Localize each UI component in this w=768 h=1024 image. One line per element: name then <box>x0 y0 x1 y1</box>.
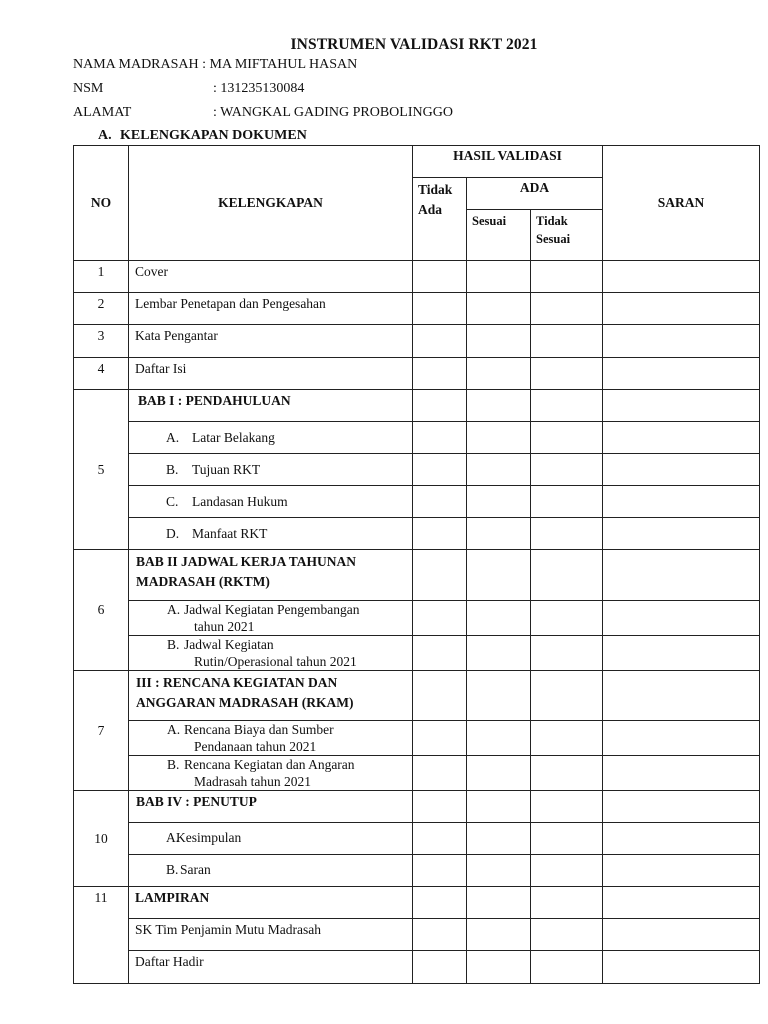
subitem-letter: A. <box>166 430 180 445</box>
cell-tidak-sesuai[interactable] <box>531 293 603 325</box>
chapter-heading-line2: ANGGARAN MADRASAH (RKAM) <box>136 695 354 710</box>
row-number: 3 <box>74 325 129 358</box>
subitem-text-line1: Jadwal Kegiatan Pengembangan <box>184 602 360 617</box>
subitem-text-line1: Rencana Kegiatan dan Angaran <box>184 757 355 772</box>
cell-tidak-ada[interactable] <box>413 486 467 518</box>
cell-tidak-sesuai[interactable] <box>531 636 603 671</box>
cell-sesuai[interactable] <box>467 601 531 636</box>
row-number: 10 <box>74 791 129 887</box>
row-number: 2 <box>74 293 129 325</box>
cell-saran[interactable] <box>603 486 760 518</box>
header-row <box>74 146 760 178</box>
cell-tidak-ada[interactable] <box>413 721 467 756</box>
cell-sesuai[interactable] <box>467 390 531 422</box>
cell-tidak-ada[interactable] <box>413 887 467 919</box>
row-number: 4 <box>74 358 129 390</box>
table-row <box>74 791 760 823</box>
cell-tidak-ada[interactable] <box>413 601 467 636</box>
cell-tidak-ada[interactable] <box>413 293 467 325</box>
cell-tidak-ada[interactable] <box>413 422 467 454</box>
cell-sesuai[interactable] <box>467 261 531 293</box>
table-row <box>74 550 760 601</box>
cell-saran[interactable] <box>603 422 760 454</box>
cell-sesuai[interactable] <box>467 358 531 390</box>
cell-saran[interactable] <box>603 325 760 358</box>
cell-sesuai[interactable] <box>467 791 531 823</box>
cell-sesuai[interactable] <box>467 636 531 671</box>
cell-tidak-sesuai[interactable] <box>531 390 603 422</box>
cell-saran[interactable] <box>603 887 760 919</box>
info-alamat <box>73 105 453 121</box>
table-row <box>74 261 760 293</box>
info-label: NSM <box>73 81 104 96</box>
info-value: 131235130084 <box>220 81 305 96</box>
table-row <box>74 636 760 671</box>
cell-saran[interactable] <box>603 518 760 550</box>
cell-sesuai[interactable] <box>467 887 531 919</box>
chapter-heading: BAB IV : PENUTUP <box>129 791 413 823</box>
subitem-text <box>180 756 380 790</box>
subitem-text: Manfaat RKT <box>192 526 268 541</box>
cell-tidak-ada[interactable] <box>413 756 467 791</box>
cell-tidak-ada[interactable] <box>413 951 467 984</box>
table-row <box>74 919 760 951</box>
cell-saran[interactable] <box>603 636 760 671</box>
cell-sesuai[interactable] <box>467 671 531 721</box>
cell-saran[interactable] <box>603 390 760 422</box>
subitem-letter: C. <box>166 494 179 509</box>
row-number: 6 <box>74 550 129 671</box>
table-row <box>74 756 760 791</box>
row-number: 5 <box>74 390 129 550</box>
header-kelengkapan: KELENGKAPAN <box>129 146 413 261</box>
subitem-letter: B. <box>166 462 179 477</box>
table-row <box>74 671 760 721</box>
cell-saran[interactable] <box>603 454 760 486</box>
table-row <box>74 855 760 887</box>
document-title: INSTRUMEN VALIDASI RKT 2021 <box>290 36 538 53</box>
info-nama-madrasah <box>73 57 357 73</box>
table-row <box>74 422 760 454</box>
cell-tidak-ada[interactable] <box>413 358 467 390</box>
info-value-wrap <box>213 105 453 121</box>
cell-saran[interactable] <box>603 919 760 951</box>
cell-saran[interactable] <box>603 671 760 721</box>
cell-tidak-sesuai[interactable] <box>531 518 603 550</box>
cell-tidak-sesuai[interactable] <box>531 887 603 919</box>
subitem-letter: B. <box>167 757 180 772</box>
row-subitem <box>129 636 413 671</box>
subitem-text: Tujuan RKT <box>192 462 261 477</box>
cell-sesuai[interactable] <box>467 518 531 550</box>
validation-table <box>73 145 760 984</box>
chapter-heading: LAMPIRAN <box>129 887 413 919</box>
table-row <box>74 951 760 984</box>
info-nsm <box>73 81 305 97</box>
cell-tidak-ada[interactable] <box>413 791 467 823</box>
cell-sesuai[interactable] <box>467 756 531 791</box>
cell-tidak-sesuai[interactable] <box>531 791 603 823</box>
info-separator: : <box>213 105 221 120</box>
cell-saran[interactable] <box>603 550 760 601</box>
info-separator: : <box>213 81 221 96</box>
row-number: 11 <box>74 887 129 984</box>
info-value: WANGKAL GADING PROBOLINGGO <box>220 105 453 120</box>
header-ada: ADA <box>467 178 603 210</box>
cell-saran[interactable] <box>603 358 760 390</box>
chapter-heading <box>129 671 413 721</box>
header-sesuai: Sesuai <box>467 210 531 261</box>
table-row <box>74 518 760 550</box>
cell-tidak-ada[interactable] <box>413 325 467 358</box>
cell-saran[interactable] <box>603 756 760 791</box>
header-tidak-ada <box>413 178 467 261</box>
row-number: 1 <box>74 261 129 293</box>
subitem-text: Latar Belakang <box>192 430 275 445</box>
row-item: Lembar Penetapan dan Pengesahan <box>129 293 413 325</box>
cell-tidak-ada[interactable] <box>413 919 467 951</box>
cell-tidak-sesuai[interactable] <box>531 855 603 887</box>
cell-tidak-sesuai[interactable] <box>531 671 603 721</box>
subitem-text <box>180 721 380 755</box>
cell-tidak-ada[interactable] <box>413 671 467 721</box>
cell-tidak-sesuai[interactable] <box>531 261 603 293</box>
info-value-wrap <box>213 81 304 97</box>
chapter-heading: BAB I : PENDAHULUAN <box>129 390 413 422</box>
cell-sesuai[interactable] <box>467 919 531 951</box>
cell-tidak-ada[interactable] <box>413 454 467 486</box>
header-hasil-validasi: HASIL VALIDASI <box>413 146 603 178</box>
cell-sesuai[interactable] <box>467 422 531 454</box>
table-row <box>74 486 760 518</box>
cell-tidak-sesuai[interactable] <box>531 358 603 390</box>
header-no: NO <box>74 146 129 261</box>
subitem-letter: D. <box>166 526 180 541</box>
table-row <box>74 601 760 636</box>
subitem-text: Kesimpulan <box>176 830 242 845</box>
subitem-text: Saran <box>180 862 211 877</box>
row-item: Daftar Hadir <box>129 951 413 984</box>
chapter-heading <box>129 550 413 601</box>
cell-tidak-sesuai[interactable] <box>531 486 603 518</box>
chapter-heading-line1: BAB II JADWAL KERJA TAHUNAN <box>136 554 357 569</box>
row-subitem <box>129 823 413 855</box>
subitem-text <box>180 601 380 635</box>
cell-saran[interactable] <box>603 261 760 293</box>
cell-sesuai[interactable] <box>467 454 531 486</box>
table-row <box>74 358 760 390</box>
subitem-text: Landasan Hukum <box>192 494 288 509</box>
subitem-letter: A. <box>166 830 180 845</box>
cell-tidak-ada[interactable] <box>413 261 467 293</box>
cell-tidak-sesuai[interactable] <box>531 454 603 486</box>
cell-tidak-sesuai[interactable] <box>531 756 603 791</box>
row-subitem <box>129 486 413 518</box>
cell-tidak-sesuai[interactable] <box>531 422 603 454</box>
subitem-text <box>180 636 380 670</box>
section-heading <box>98 128 307 144</box>
row-subitem <box>129 422 413 454</box>
cell-sesuai[interactable] <box>467 855 531 887</box>
row-number: 7 <box>74 671 129 791</box>
cell-saran[interactable] <box>603 721 760 756</box>
subitem-letter: B. <box>167 637 180 652</box>
subitem-text-line2: tahun 2021 <box>194 619 255 634</box>
chapter-heading-line1: III : RENCANA KEGIATAN DAN <box>136 675 338 690</box>
row-subitem <box>129 601 413 636</box>
info-separator: : <box>198 57 210 72</box>
cell-tidak-sesuai[interactable] <box>531 721 603 756</box>
cell-sesuai[interactable] <box>467 951 531 984</box>
subitem-letter: A. <box>167 722 181 737</box>
section-letter: A. <box>98 128 112 143</box>
cell-tidak-ada[interactable] <box>413 518 467 550</box>
table-row <box>74 325 760 358</box>
cell-tidak-ada[interactable] <box>413 855 467 887</box>
subitem-text-line2: Pendanaan tahun 2021 <box>194 739 317 754</box>
info-label: NAMA MADRASAH <box>73 57 199 72</box>
cell-saran[interactable] <box>603 293 760 325</box>
row-subitem <box>129 756 413 791</box>
header-tidak-sesuai-line2: Sesuai <box>536 232 571 246</box>
subitem-text-line2: Rutin/Operasional tahun 2021 <box>194 654 357 669</box>
cell-saran[interactable] <box>603 855 760 887</box>
cell-sesuai[interactable] <box>467 325 531 358</box>
table-row <box>74 293 760 325</box>
row-subitem <box>129 721 413 756</box>
cell-saran[interactable] <box>603 601 760 636</box>
row-subitem <box>129 518 413 550</box>
header-tidak-ada-line2: Ada <box>418 202 443 217</box>
cell-sesuai[interactable] <box>467 823 531 855</box>
table-row <box>74 390 760 422</box>
cell-tidak-ada[interactable] <box>413 636 467 671</box>
cell-sesuai[interactable] <box>467 486 531 518</box>
cell-sesuai[interactable] <box>467 550 531 601</box>
cell-tidak-sesuai[interactable] <box>531 823 603 855</box>
header-tidak-sesuai-line1: Tidak <box>536 214 568 228</box>
table-row <box>74 887 760 919</box>
row-item: Cover <box>129 261 413 293</box>
table-row <box>74 721 760 756</box>
header-saran: SARAN <box>603 146 760 261</box>
cell-saran[interactable] <box>603 951 760 984</box>
cell-tidak-sesuai[interactable] <box>531 550 603 601</box>
section-title-text: KELENGKAPAN DOKUMEN <box>120 128 307 143</box>
chapter-heading-line2: MADRASAH (RKTM) <box>136 574 270 589</box>
table-row <box>74 823 760 855</box>
header-tidak-ada-line1: Tidak <box>418 182 453 197</box>
subitem-letter: A. <box>167 602 181 617</box>
subitem-text-line1: Rencana Biaya dan Sumber <box>184 722 334 737</box>
info-label: ALAMAT <box>73 105 132 120</box>
cell-saran[interactable] <box>603 791 760 823</box>
cell-tidak-ada[interactable] <box>413 390 467 422</box>
cell-tidak-sesuai[interactable] <box>531 951 603 984</box>
cell-saran[interactable] <box>603 823 760 855</box>
cell-tidak-sesuai[interactable] <box>531 919 603 951</box>
subitem-text-line2: Madrasah tahun 2021 <box>194 774 311 789</box>
row-item: SK Tim Penjamin Mutu Madrasah <box>129 919 413 951</box>
row-item: Daftar Isi <box>129 358 413 390</box>
cell-tidak-sesuai[interactable] <box>531 601 603 636</box>
subitem-text-line1: Jadwal Kegiatan <box>184 637 274 652</box>
cell-tidak-ada[interactable] <box>413 823 467 855</box>
row-subitem <box>129 454 413 486</box>
info-value: MA MIFTAHUL HASAN <box>209 57 358 72</box>
cell-sesuai[interactable] <box>467 721 531 756</box>
row-item: Kata Pengantar <box>129 325 413 358</box>
cell-tidak-ada[interactable] <box>413 550 467 601</box>
table-row <box>74 454 760 486</box>
header-tidak-sesuai <box>531 210 603 261</box>
cell-tidak-sesuai[interactable] <box>531 325 603 358</box>
subitem-letter: B. <box>166 862 179 877</box>
cell-sesuai[interactable] <box>467 293 531 325</box>
row-subitem <box>129 855 413 887</box>
